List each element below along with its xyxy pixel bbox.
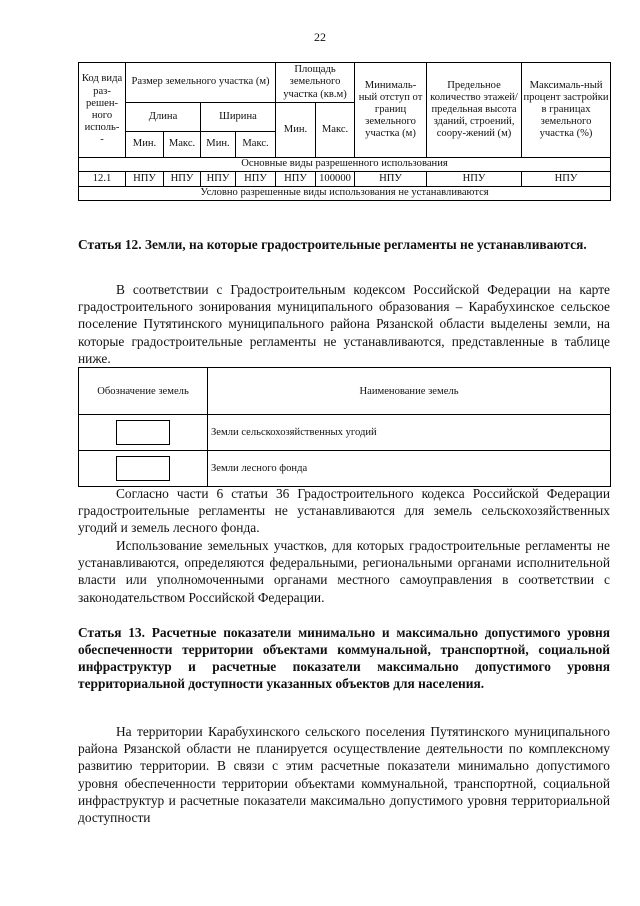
header-width-min: Мин.	[201, 132, 236, 158]
section-main-uses: Основные виды разрешенного использования	[79, 158, 611, 172]
paragraph-part6: Согласно части 6 статьи 36 Градостроительного кодекса Российской Федерации градостроительные регламенты не устанавливаются для земель сельскохозяйственных угодий и земель лесного фонда.	[78, 486, 610, 536]
article-12-heading: Статья 12. Земли, на которые градостроительные регламенты не устанавливаются.	[78, 237, 587, 252]
header-plot-area: Площадь земельного участка (кв.м)	[276, 63, 355, 103]
header-plot-size: Размер земельного участка (м)	[126, 63, 276, 103]
header-length-min: Мин.	[126, 132, 164, 158]
header-max-build-percent: Максималь-ный процент застройки в границах земельного участка (%)	[522, 63, 611, 158]
section-conditional-uses: Условно разрешенные виды использования не устанавливаются	[79, 187, 611, 201]
header-width: Ширина	[201, 103, 276, 132]
header-land-name: Наименование земель	[208, 368, 611, 415]
article-12-paragraph: В соответствии с Градостроительным кодексом Российской Федерации на карте градостроительного зонирования муниципального образования – Карабухинское сельское поселение Путятинского муниципального района Рязанской области выделены земли, на которые градостроительные регламенты не устанавливаются, представленные в таблице ниже.	[78, 282, 610, 366]
article-13-paragraph: На территории Карабухинского сельского поселения Путятинского муниципального района Рязанской области не планируется осуществление деятельности по комплексному развитию территории. В связи с этим расчетные показатели минимально допустимого уровня обеспеченности территории объектами коммунальной, транспортной, социальной инфраструктур и расчетные показатели максимально допустимого уровня территориальной доступности	[78, 724, 610, 826]
land-name: Земли лесного фонда	[208, 451, 611, 487]
table-row: 12.1 НПУ НПУ НПУ НПУ НПУ 100000 НПУ НПУ НПУ	[79, 172, 611, 187]
lands-table	[78, 367, 611, 487]
header-area-min: Мин.	[276, 103, 316, 158]
article-13-heading: Статья 13. Расчетные показатели минимально и максимально допустимого уровня обеспеченности территории объектами коммунальной, транспортной, социальной инфраструктур и расчетные показатели максимально допустимого уровня территориальной доступности указанных объектов для населения.	[78, 625, 610, 691]
header-width-max: Макс.	[236, 132, 276, 158]
legend-swatch	[116, 456, 170, 481]
page-number: 22	[314, 30, 326, 44]
legend-swatch	[116, 420, 170, 445]
header-min-indent: Минималь-ный отступ от границ земельного участка (м)	[355, 63, 427, 158]
land-name: Земли сельскохозяйственных угодий	[208, 415, 611, 451]
header-length: Длина	[126, 103, 201, 132]
table-row	[79, 451, 611, 487]
header-length-max: Макс.	[164, 132, 201, 158]
header-area-max: Макс.	[316, 103, 355, 158]
header-code: Код вида раз-решен-ного исполь- -	[79, 63, 126, 158]
header-max-floors: Предельное количество этажей/ предельная высота зданий, строений, соору-жений (м)	[427, 63, 522, 158]
paragraph-land-use: Использование земельных участков, для которых градостроительные регламенты не устанавливаются, определяются федеральными, региональными органами исполнительной власти или уполномоченными органами местного самоуправления в соответствии с законодательством Российской Федерации.	[78, 538, 610, 605]
header-designation: Обозначение земель	[79, 368, 208, 415]
table-row	[79, 415, 611, 451]
zoning-parameters-table	[78, 62, 611, 201]
